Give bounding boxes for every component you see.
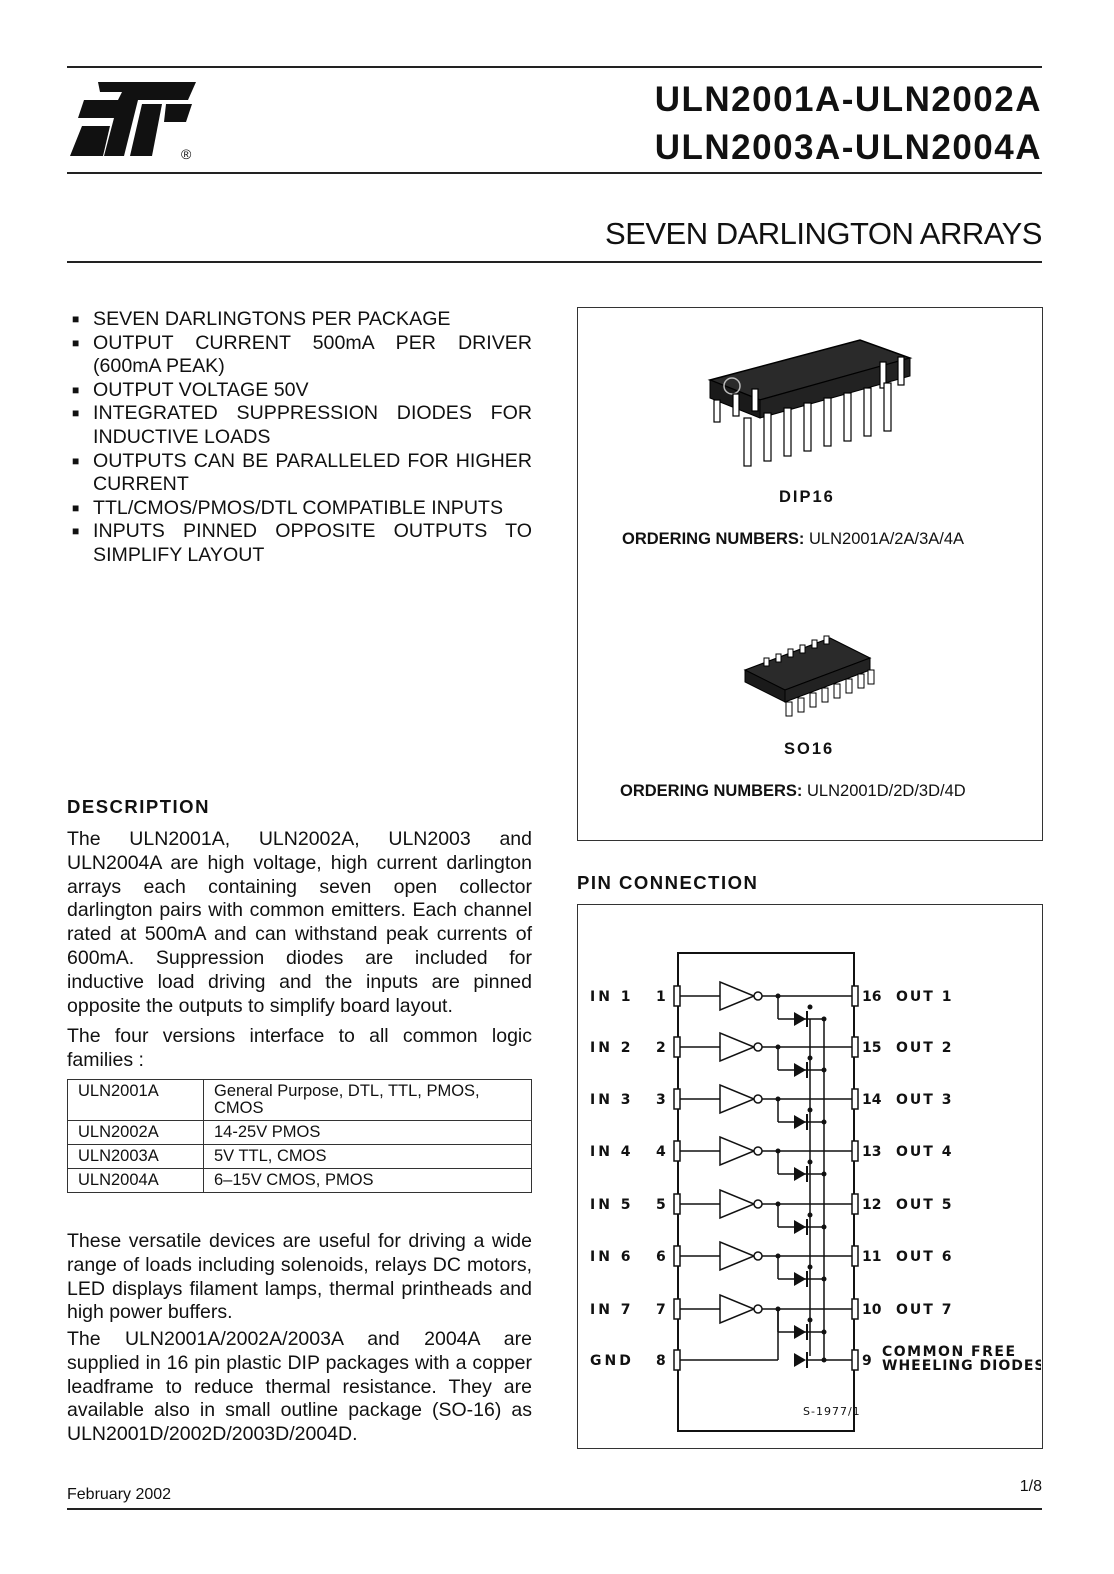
table-row [68, 1145, 532, 1169]
table-cell: 14-25V PMOS [204, 1121, 532, 1145]
diode-symbol [794, 1115, 806, 1129]
junction-dot [808, 1160, 813, 1165]
footer-page-number: 1/8 [1019, 1478, 1042, 1495]
diode-symbol [794, 1325, 806, 1339]
table-row [68, 1121, 532, 1145]
junction-dot [808, 1005, 813, 1010]
table-row [68, 1169, 532, 1193]
input-pin-number: 7 [656, 1302, 666, 1318]
output-pin-number: 10 [862, 1302, 882, 1318]
feature-item: ■ TTL/CMOS/PMOS/DTL COMPATIBLE INPUTS [72, 497, 532, 521]
diode-symbol [794, 1012, 806, 1026]
so16-package-image [740, 630, 880, 730]
junction-dot [808, 1318, 813, 1323]
title-line-2: ULN2003A-ULN2004A [654, 128, 1042, 167]
buffer-symbol [720, 1033, 754, 1061]
junction-dot [822, 1120, 827, 1125]
feature-item: ■ OUTPUT VOLTAGE 50V [72, 379, 532, 403]
inverter-bubble [754, 1147, 762, 1155]
output-pin-number: 13 [862, 1144, 882, 1160]
description-heading: DESCRIPTION [67, 796, 210, 817]
versions-table [67, 1079, 532, 1193]
so16-label: SO16 [784, 740, 835, 758]
junction-dot [822, 1225, 827, 1230]
output-pin [852, 1194, 858, 1214]
feature-item: ■ INTEGRATED SUPPRESSION DIODES FOR INDUCTIVE LOADS [72, 402, 532, 449]
input-pin-label: GND [590, 1353, 634, 1369]
junction-dot [808, 1056, 813, 1061]
table-cell: ULN2001A [68, 1080, 204, 1121]
input-pin [674, 1141, 680, 1161]
dip16-package-image [700, 320, 920, 485]
buffer-symbol [720, 1085, 754, 1113]
subtitle-rule [67, 261, 1042, 263]
input-pin-number: 2 [656, 1040, 666, 1056]
ordering-value: ULN2001D/2D/3D/4D [802, 782, 966, 800]
output-pin-label: OUT 7 [896, 1302, 954, 1318]
input-pin-label: IN 5 [590, 1197, 634, 1213]
feature-item: ■ INPUTS PINNED OPPOSITE OUTPUTS TO SIMPLIFY LAYOUT [72, 520, 532, 567]
dip16-ordering-numbers [622, 530, 964, 549]
header-rule [67, 172, 1042, 174]
inverter-bubble [754, 1200, 762, 1208]
ordering-label: ORDERING NUMBERS: [622, 530, 805, 548]
junction-dot [808, 1108, 813, 1113]
inverter-bubble [754, 1305, 762, 1313]
top-rule [67, 66, 1042, 68]
input-pin-number: 5 [656, 1197, 666, 1213]
output-pin [852, 1350, 858, 1370]
inverter-bubble [754, 1043, 762, 1051]
pin-diagram [578, 905, 1041, 1451]
output-pin-label: OUT 4 [896, 1144, 954, 1160]
feature-list [72, 308, 532, 568]
output-pin-label: OUT 1 [896, 989, 954, 1005]
table-cell: ULN2004A [68, 1169, 204, 1193]
buffer-symbol [720, 1190, 754, 1218]
inverter-bubble [754, 1095, 762, 1103]
buffer-symbol [720, 982, 754, 1010]
input-pin [674, 986, 680, 1006]
inverter-bubble [754, 992, 762, 1000]
input-pin-label: IN 1 [590, 989, 634, 1005]
description-paragraph-1: The ULN2001A, ULN2002A, ULN2003 and ULN2004A are high voltage, high current darlington arrays each containing seven open collector darlington pairs with common emitters. Each channel rated at 500mA and can withstand peak currents of 600mA. Suppression diodes are included for inductive load driving and the inputs are pinned opposite the outputs to simplify board layout. [67, 828, 532, 1017]
table-cell: 5V TTL, CMOS [204, 1145, 532, 1169]
input-pin-label: IN 3 [590, 1092, 634, 1108]
drawing-code: S-1977/1 [803, 1405, 861, 1418]
input-pin [674, 1037, 680, 1057]
description-paragraph-2: The four versions interface to all common logic families : [67, 1025, 532, 1071]
diode-symbol [794, 1220, 806, 1234]
feature-item: ■ OUTPUTS CAN BE PARALLELED FOR HIGHER CURRENT [72, 450, 532, 497]
output-pin-label: OUT 3 [896, 1092, 954, 1108]
output-pin-number: 11 [862, 1249, 882, 1265]
output-pin-number: 15 [862, 1040, 882, 1056]
footer-date: February 2002 [67, 1486, 172, 1503]
junction-dot [822, 1277, 827, 1282]
footer-rule [67, 1508, 1042, 1510]
output-pin [852, 1141, 858, 1161]
input-pin [674, 1350, 680, 1370]
table-row [68, 1080, 532, 1121]
inverter-bubble [754, 1252, 762, 1260]
page-subtitle: SEVEN DARLINGTON ARRAYS [605, 216, 1042, 251]
common-label-line-2: WHEELING DIODES [882, 1358, 1041, 1374]
input-pin-number: 4 [656, 1144, 666, 1160]
common-label-line-1: COMMON FREE [882, 1344, 1017, 1360]
input-pin-label: IN 2 [590, 1040, 634, 1056]
description-paragraph-3: These versatile devices are useful for driving a wide range of loads including solenoids, relays DC motors, LED displays filament lamps, thermal printheads and high power buffers. [67, 1230, 532, 1324]
junction-dot [822, 1330, 827, 1335]
output-pin [852, 1299, 858, 1319]
feature-item: ■ OUTPUT CURRENT 500mA PER DRIVER (600mA PEAK) [72, 332, 532, 379]
dip16-label: DIP16 [779, 488, 835, 506]
buffer-symbol [720, 1242, 754, 1270]
output-pin-number: 12 [862, 1197, 882, 1213]
output-pin [852, 1037, 858, 1057]
registered-mark: ® [181, 146, 192, 162]
table-cell: 6–15V CMOS, PMOS [204, 1169, 532, 1193]
input-pin-number: 1 [656, 989, 666, 1005]
output-pin-number: 14 [862, 1092, 882, 1108]
input-pin [674, 1089, 680, 1109]
junction-dot [822, 1068, 827, 1073]
table-cell: General Purpose, DTL, TTL, PMOS, CMOS [204, 1080, 532, 1121]
feature-item: ■ SEVEN DARLINGTONS PER PACKAGE [72, 308, 532, 332]
junction-dot [822, 1017, 827, 1022]
input-pin [674, 1194, 680, 1214]
input-pin-number: 8 [656, 1353, 666, 1369]
pin-connection-heading: PIN CONNECTION [577, 872, 759, 893]
output-pin-number: 9 [862, 1353, 872, 1369]
table-cell: ULN2003A [68, 1145, 204, 1169]
diode-symbol [794, 1353, 806, 1367]
output-pin [852, 1246, 858, 1266]
buffer-symbol [720, 1137, 754, 1165]
description-paragraph-4: The ULN2001A/2002A/2003A and 2004A are supplied in 16 pin plastic DIP packages with a copper leadframe to reduce thermal resistance. They are available also in small outline package (SO-16) as ULN2001D/2002D/2003D/2004D. [67, 1328, 532, 1446]
title-line-1: ULN2001A-ULN2002A [654, 80, 1042, 119]
ordering-value: ULN2001A/2A/3A/4A [804, 530, 965, 548]
input-pin-number: 3 [656, 1092, 666, 1108]
so16-ordering-numbers [620, 782, 966, 801]
output-pin-label: OUT 6 [896, 1249, 954, 1265]
input-pin [674, 1246, 680, 1266]
junction-dot [808, 1265, 813, 1270]
output-pin-label: OUT 2 [896, 1040, 954, 1056]
output-pin [852, 1089, 858, 1109]
input-pin-label: IN 4 [590, 1144, 634, 1160]
diode-symbol [794, 1063, 806, 1077]
junction-dot [822, 1358, 827, 1363]
junction-dot [808, 1213, 813, 1218]
output-pin-number: 16 [862, 989, 882, 1005]
ordering-label: ORDERING NUMBERS: [620, 782, 803, 800]
output-pin [852, 986, 858, 1006]
junction-dot [822, 1172, 827, 1177]
input-pin-label: IN 6 [590, 1249, 634, 1265]
input-pin-label: IN 7 [590, 1302, 634, 1318]
buffer-symbol [720, 1295, 754, 1323]
output-pin-label: OUT 5 [896, 1197, 954, 1213]
diode-symbol [794, 1272, 806, 1286]
input-pin-number: 6 [656, 1249, 666, 1265]
input-pin [674, 1299, 680, 1319]
table-cell: ULN2002A [68, 1121, 204, 1145]
diode-symbol [794, 1167, 806, 1181]
